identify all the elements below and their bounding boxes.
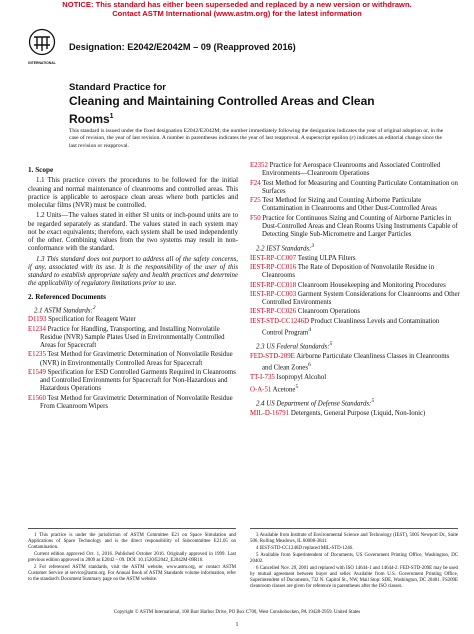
reference-code-link[interactable]: D1193 (28, 316, 47, 324)
standard-label: Standard Practice for (69, 82, 167, 93)
reference-title: Garment System Considerations for Cleanrooms and Other Controlled Environments (262, 290, 460, 307)
astm-standards-heading: 2.1 ASTM Standards:$^2$ (34, 304, 96, 315)
reference-title: Testing ULPA Filters (296, 254, 356, 262)
reference-code-link[interactable]: O-A-51 (250, 386, 272, 394)
reference-code-link[interactable]: E2352 (250, 162, 268, 169)
designation: Designation: E2042/E2042M – 09 (Reapproved 2016) (69, 42, 296, 52)
notice-banner (0, 0, 474, 20)
reference-code-link[interactable]: MIL-D-16791 (250, 409, 290, 417)
reference-title: Test Method for Gravimetric Determination of Nonvolatile Residue (NVR) in Environmentally Controlled Areas for Spacecraft (40, 351, 233, 367)
reference-title: Acetone (271, 386, 296, 394)
reference-code-link[interactable]: F25 (250, 197, 261, 204)
reference-title: Isopropyl Alcohol (274, 373, 327, 381)
astm-logo-icon (28, 28, 56, 80)
title-text: Cleaning and Maintaining Controlled Areas and Clean Rooms (69, 94, 375, 126)
reference-code-link[interactable]: F50 (250, 214, 261, 222)
reference-title: Practice for Handling, Transporting, and Installing Nonvolatile Residue (NVR) Sample Plates Used in Environmentally Controlled Areas for Spacecraft (40, 325, 225, 350)
reference-footnote-ref[interactable]: 5 (295, 383, 299, 390)
reference-title: Test Method for Sizing and Counting Airborne Particulate Contamination in Cleanrooms and Other Dust-Controlled Areas (260, 197, 437, 213)
reference-code-link[interactable]: IEST-RP-CC007 (250, 254, 297, 262)
reference-code-link[interactable]: IEST-RP-CC003 (250, 290, 297, 298)
reference-item (28, 395, 238, 412)
reference-item (250, 215, 460, 240)
iest-standards-heading: 2.2 IEST Standards:$^3$ (256, 243, 315, 253)
reference-item (28, 369, 238, 394)
footnote: 3 Available from Institute of Environmental Science and Technology (IEST), 5005 Newport Dr., Suite 506, Rolling Meadows, IL 60008-3841. (250, 533, 458, 544)
reference-title: Practice for Continuous Sizing and Counting of Airborne Particles in Dust-Controlled Areas and Clean Rooms Using Instruments Capable of Detecting Single Sub-Micrometre and Larger Particles (260, 214, 458, 238)
reference-title: Airborne Particulate Cleanliness Classes in Cleanrooms and Clean Zones (262, 352, 450, 372)
title-footnote-ref[interactable]: 1 (109, 113, 114, 120)
reference-item (250, 374, 460, 382)
reference-code-link[interactable]: IEST-RP-CC026 (250, 308, 297, 316)
reference-code-link[interactable]: IEST-STD-CC1246D (250, 317, 310, 325)
reference-title: Practice for Aerospace Cleanrooms and Associated Controlled Environments—Cleanroom Operations (262, 162, 441, 178)
reference-code-link[interactable]: IEST-RP-CC016 (250, 264, 297, 272)
left-column (28, 162, 238, 412)
reference-code-link[interactable]: FED-STD-209E (250, 352, 295, 360)
reference-title: Product Cleanliness Levels and Contamination Control Program (262, 317, 440, 337)
copyright-line: Copyright © ASTM International, 100 Barr Harbor Drive, PO Box C700, West Conshohocken, PA 19428-2959. United States (113, 610, 361, 615)
reference-title: Test Method for Gravimetric Determination of Nonvolatile Residue From Cleanroom Wipers (40, 394, 233, 410)
reference-footnote-ref[interactable]: 4 (308, 326, 312, 333)
reference-item (250, 180, 460, 197)
reference-item (250, 255, 460, 263)
reference-item (250, 197, 460, 214)
reference-title: Test Method for Measuring and Counting Particulate Contamination on Surfaces (260, 179, 458, 195)
reference-title: Specification for Reagent Water (46, 316, 136, 324)
references-heading: 2. Referenced Documents (28, 292, 106, 301)
footnotes-left (28, 528, 236, 584)
reference-item (28, 326, 238, 351)
reference-item (250, 308, 460, 316)
reference-item (250, 162, 460, 179)
scope-paragraph-2: 1.2 Units—The values stated in either SI units or inch-pound units are to be regarded separately as standard. The values stated in each system may not be exact equivalents; therefore, each system shall be used independently of the other. Combining values from the two systems may result in non-conformance with the standard. (28, 212, 238, 253)
astm-standards-list-continued (250, 162, 460, 239)
footnote: 5 Available from Superintendent of Documents, US Government Printing Office, Washington, DC 20402. (250, 553, 458, 564)
astm-standards-list (28, 316, 238, 411)
right-column (250, 162, 460, 419)
reference-title: Detergents, General Purpose (Liquid, Non-Ionic) (289, 409, 426, 417)
federal-standards-heading: 2.3 US Federal Standards:$^5$ (256, 341, 333, 351)
reference-item (28, 351, 238, 368)
reference-code-link[interactable]: E1549 (28, 368, 46, 376)
page-number: 1 (235, 622, 239, 628)
reference-title: Specification for ESD Controlled Garments Required in Cleanrooms and Controlled Environments for Spacecraft for Non-Hazardous and Hazardous Operations (40, 368, 236, 393)
scope-paragraph-1: 1.1 This practice covers the procedures to be followed for the initial cleaning and normal maintenance of cleanrooms and controlled areas. This practice is applicable to aerospace clean areas where both particles and molecular films (NVR) must be controlled. (28, 177, 238, 209)
reference-code-link[interactable]: E1560 (28, 394, 46, 402)
reference-footnote-ref[interactable]: 6 (308, 362, 311, 369)
footnote: 6 Cancelled Nov. 29, 2001 and replaced with ISO 14644-1 and 14644-2. FED-STD-209E may be used by mutual agreement between buyer and seller. Available from U.S. Government Printing Office, Superintendent of Documents, 732 N. Capitol St., NW, Mail Stop: SDE, Washington, DC 20401. FS209E cleanroom classes are given for reference in parentheses after the ISO classes. (250, 566, 458, 589)
footnote: 1 This practice is under the jurisdiction of ASTM Committee E21 on Space Simulation and Applications of Space Technology and is the direct responsibility of Subcommittee E21.05 on Contamination. (28, 533, 236, 550)
reference-code-link[interactable]: TT-I-735 (250, 373, 275, 381)
reference-code-link[interactable]: E1235 (28, 351, 46, 359)
reference-title: Cleanroom Operations (296, 308, 361, 316)
reference-title: The Rate of Deposition of Nonvolatile Residue in Cleanrooms (262, 264, 435, 280)
defense-standards-heading: 2.4 US Department of Defense Standards:$^5$ (256, 398, 375, 408)
iest-standards-list (250, 255, 460, 338)
reference-item (250, 353, 460, 373)
footnote: 4 IEST-STD-CC1246D replaced MIL-STD-1246. (256, 546, 354, 551)
reference-item (250, 264, 460, 281)
logo-text: INTERNATIONAL (28, 61, 56, 65)
defense-standards-list (250, 410, 460, 418)
scope-paragraph-3: 1.3 This standard does not purport to address all of the safety concerns, if any, associated with its use. It is the responsibility of the user of this standard to establish appropriate safety and health practices and determine the applicability of regulatory limitations prior to use. (28, 255, 238, 288)
document-title (69, 94, 399, 127)
reference-item (250, 282, 460, 290)
reference-code-link[interactable]: IEST-RP-CC018 (250, 281, 297, 289)
reference-code-link[interactable]: F24 (250, 179, 261, 187)
reference-item (28, 316, 238, 324)
reference-item (250, 410, 460, 418)
notice-line-1: NOTICE: This standard has either been superseded and replaced by a new version or withdrawn. (62, 0, 412, 9)
footnote: 2 For referenced ASTM standards, visit the ASTM website, www.astm.org, or contact ASTM Customer Service at service@astm.org. For Annual Book of ASTM Standards volume information, refer to the standard's Document Summary page on the ASTM website. (28, 565, 236, 582)
footnotes-right (250, 528, 458, 591)
reference-code-link[interactable]: E1234 (28, 325, 46, 333)
reference-item (250, 291, 460, 308)
federal-standards-list (250, 353, 460, 395)
issued-note: This standard is issued under the fixed designation E2042/E2042M; the number immediately following the designation indicates the year of original adoption or, in the case of revision, the year of last revision. A number in parentheses indicates the year of last reapproval. A superscript epsilon (ε) indicates an editorial change since the last revision or reapproval. (69, 128, 444, 149)
reference-title: Cleanroom Housekeeping and Monitoring Procedures (296, 281, 446, 289)
reference-item (250, 318, 460, 338)
notice-line-2: Contact ASTM International (www.astm.org) for the latest information (112, 9, 362, 18)
footnote: Current edition approved Oct. 1, 2016. Published October 2016. Originally approved in 1999. Last previous edition approved in 2009 as E2042 – 09. DOI: 10.1520/E2042_E2042M-09R16. (28, 552, 236, 563)
scope-heading: 1. Scope (28, 166, 54, 174)
reference-item (250, 383, 460, 395)
